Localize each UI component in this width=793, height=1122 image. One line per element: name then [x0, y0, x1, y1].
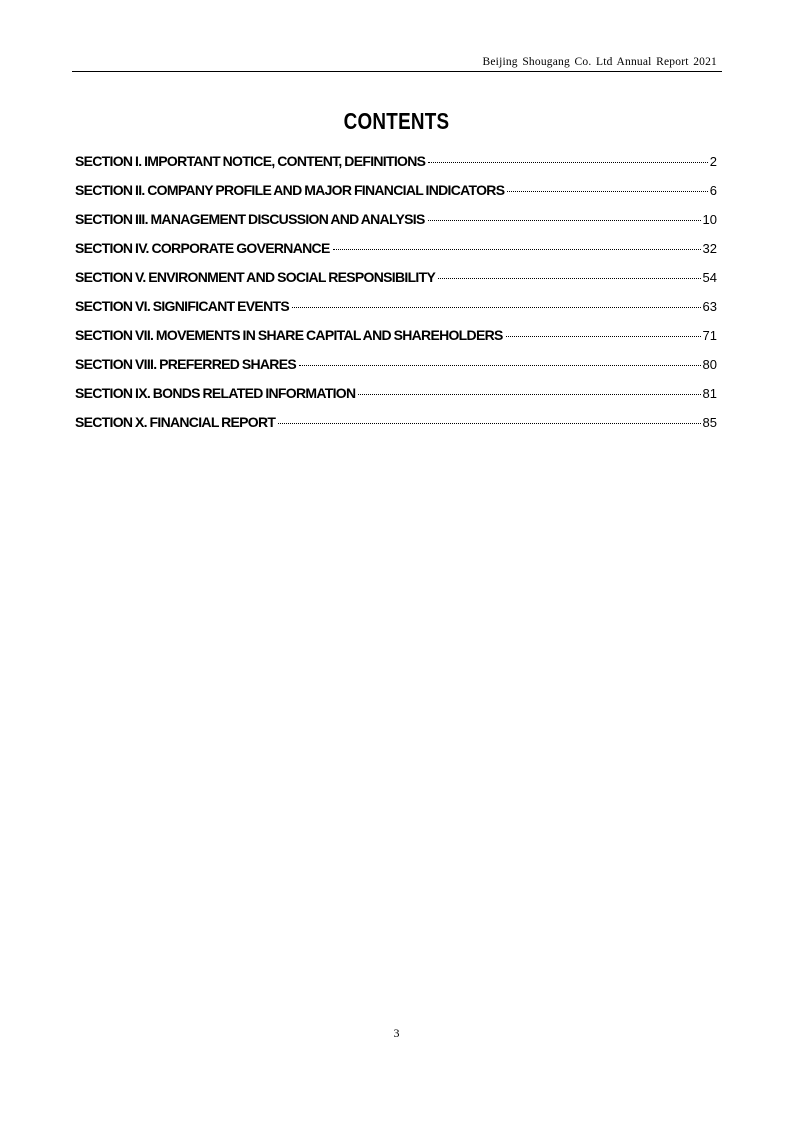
toc-entry-page[interactable]: 54	[702, 270, 717, 285]
dot-leader	[438, 278, 700, 279]
toc-entry-label[interactable]: SECTION V. ENVIRONMENT AND SOCIAL RESPONSIBILITY	[75, 269, 436, 285]
dot-leader	[428, 162, 707, 163]
toc-entry-label[interactable]: SECTION IV. CORPORATE GOVERNANCE	[75, 240, 330, 256]
dot-leader	[299, 365, 701, 366]
toc-entry-section-3[interactable]	[75, 208, 717, 237]
contents-title: CONTENTS	[343, 108, 450, 134]
toc-entry-section-4[interactable]	[75, 237, 717, 266]
toc-entry-page[interactable]: 85	[702, 415, 717, 430]
dot-leader	[278, 423, 700, 424]
toc-entry-section-8[interactable]	[75, 353, 717, 382]
toc-entry-section-7[interactable]	[75, 324, 717, 353]
toc-entry-label[interactable]: SECTION III. MANAGEMENT DISCUSSION AND ANALYSIS	[75, 211, 425, 227]
toc-entry-label[interactable]: SECTION X. FINANCIAL REPORT	[75, 414, 276, 430]
toc-entry-page[interactable]: 32	[702, 241, 717, 256]
toc-entry-label[interactable]: SECTION II. COMPANY PROFILE AND MAJOR FINANCIAL INDICATORS	[75, 182, 505, 198]
toc-entry-page[interactable]: 2	[709, 154, 717, 169]
toc-entry-label[interactable]: SECTION VIII. PREFERRED SHARES	[75, 356, 296, 372]
toc-entry-label[interactable]: SECTION IX. BONDS RELATED INFORMATION	[75, 385, 356, 401]
toc-entry-section-10[interactable]	[75, 411, 717, 440]
toc-entry-label[interactable]: SECTION VI. SIGNIFICANT EVENTS	[75, 298, 289, 314]
dot-leader	[428, 220, 701, 221]
dot-leader	[292, 307, 701, 308]
toc-entry-page[interactable]: 6	[709, 183, 717, 198]
toc-entry-section-6[interactable]	[75, 295, 717, 324]
page-number: 3	[393, 1026, 400, 1040]
toc-entry-page[interactable]: 10	[702, 212, 717, 227]
table-of-contents	[75, 150, 717, 440]
toc-entry-section-5[interactable]	[75, 266, 717, 295]
dot-leader	[507, 191, 707, 192]
running-header-title: Beijing Shougang Co. Ltd Annual Report 2021	[482, 56, 717, 68]
toc-entry-page[interactable]: 63	[702, 299, 717, 314]
toc-entry-page[interactable]: 80	[702, 357, 717, 372]
toc-entry-label[interactable]: SECTION VII. MOVEMENTS IN SHARE CAPITAL AND SHAREHOLDERS	[75, 327, 503, 343]
toc-entry-section-9[interactable]	[75, 382, 717, 411]
toc-entry-section-2[interactable]	[75, 179, 717, 208]
dot-leader	[358, 394, 700, 395]
toc-entry-section-1[interactable]	[75, 150, 717, 179]
dot-leader	[333, 249, 701, 250]
toc-entry-page[interactable]: 81	[702, 386, 717, 401]
toc-entry-page[interactable]: 71	[702, 328, 717, 343]
dot-leader	[506, 336, 701, 337]
header-rule	[72, 71, 722, 72]
toc-entry-label[interactable]: SECTION I. IMPORTANT NOTICE, CONTENT, DEFINITIONS	[75, 153, 426, 169]
